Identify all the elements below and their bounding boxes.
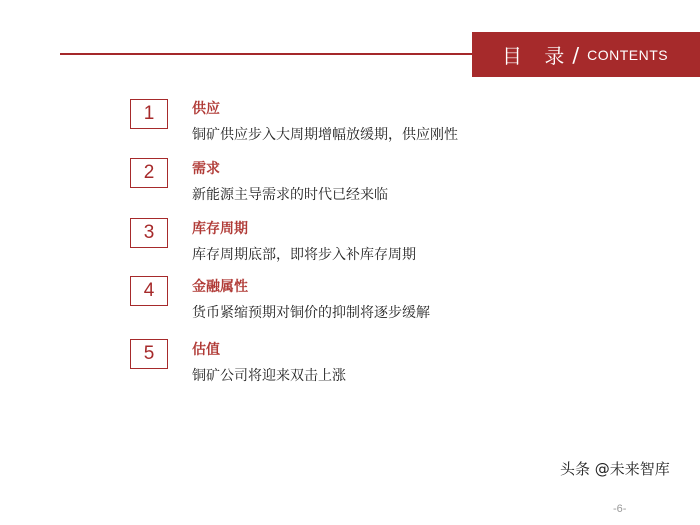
toc-item-description: 铜矿供应步入大周期增幅放缓期，供应刚性 [192, 127, 458, 143]
toc-item-title: 供应 [192, 101, 220, 117]
page-number: -6- [613, 503, 627, 515]
toc-item-title: 金融属性 [192, 279, 248, 295]
toc-item-description: 货币紧缩预期对铜价的抑制将逐步缓解 [192, 305, 430, 321]
header-title-cn: 目 录 [502, 44, 573, 68]
toc-item-description: 铜矿公司将迎来双击上涨 [192, 368, 346, 384]
toc-item-title: 估值 [192, 342, 220, 358]
header-rule [60, 53, 472, 55]
watermark-text: 头条 @未来智库 [560, 460, 670, 478]
toc-number-box: 3 [130, 218, 168, 248]
toc-number-box: 4 [130, 276, 168, 306]
toc-item-title: 需求 [192, 161, 220, 177]
header-title-box [472, 32, 700, 77]
toc-number-box: 1 [130, 99, 168, 129]
toc-item-title: 库存周期 [192, 221, 248, 237]
toc-number-box: 2 [130, 158, 168, 188]
header-separator: / [572, 42, 580, 67]
toc-number-box: 5 [130, 339, 168, 369]
header-title-en: CONTENTS [587, 46, 669, 63]
toc-item-description: 库存周期底部，即将步入补库存周期 [192, 247, 416, 263]
toc-item-description: 新能源主导需求的时代已经来临 [192, 187, 388, 203]
